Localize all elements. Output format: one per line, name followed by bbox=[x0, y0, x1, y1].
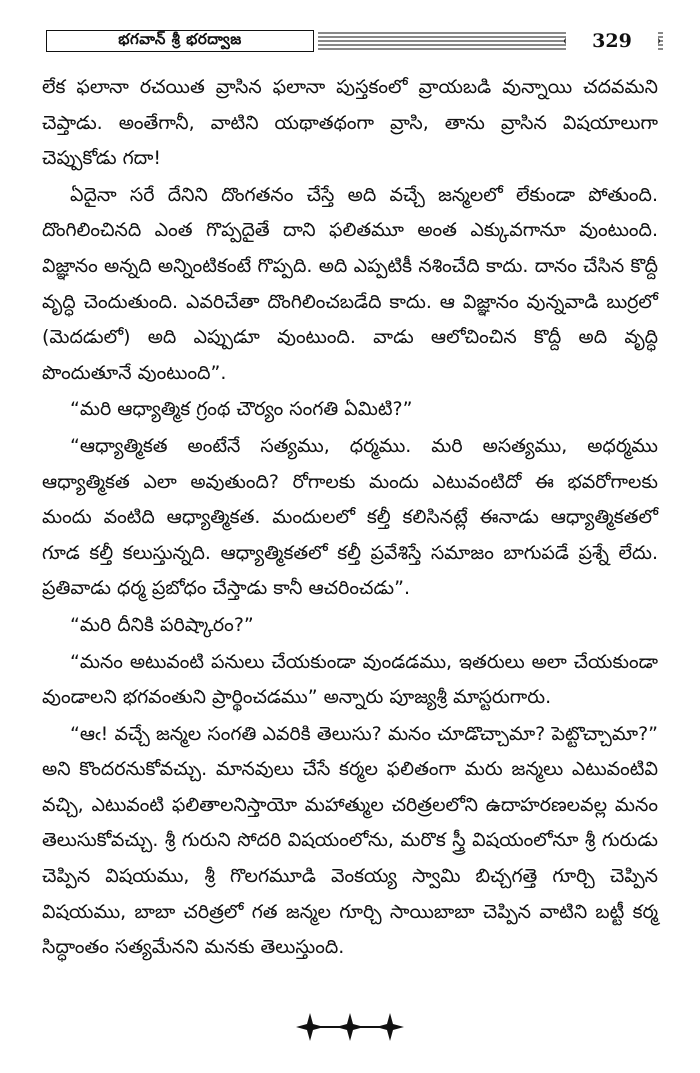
paragraph: ఏదైనా సరే దేనిని దొంగతనం చేస్తే అది వచ్చే జన్మలలో లేకుండా పోతుంది. దొంగిలించినది ఎంత గొప్పదైతే దాని ఫలితమూ అంత ఎక్కువగానూ వుంటుంది. విజ్ఞానం అన్నది అన్నింటికంటే గొప్పది. అది ఎప్పటికీ నశించేది కాదు. దానం చేసిన కొద్దీ వృద్ధి చెందుతుంది. ఎవరిచేతా దొంగిలించబడేది కాదు. ఆ విజ్ఞానం వున్నవాడి బుర్రలో (మెదడులో) అది ఎప్పుడూ వుంటుంది. వాడు ఆలోచించిన కొద్దీ అది వృద్ధి పొందుతూనే వుంటుంది”. bbox=[42, 183, 658, 384]
running-header bbox=[46, 30, 670, 54]
paragraph: “ఆఁ! వచ్చే జన్మల సంగతి ఎవరికి తెలుసు? మనం చూడొచ్చామా? పెట్టొచ్చామా?” అని కొందరనుకోవచ్చు. మానవులు చేసే కర్మల ఫలితంగా మరు జన్మలు ఎటువంటివి వచ్చి, ఎటువంటి ఫలితాలనిస్తాయో మహాత్ముల చరిత్రలలోని ఉదాహరణలవల్ల మనం తెలుసుకోవచ్చు. శ్రీ గురుని సోదరి విషయంలోను, మరొక స్త్రీ విషయంలోనూ శ్రీ గురుడు చెప్పిన విషయము, శ్రీ గొలగమూడి వెంకయ్య స్వామి బిచ్చగత్తె గూర్చి చెప్పిన విషయము, బాబా చరిత్రలో గత జన్మల గూర్చి సాయిబాబా చెప్పిన వాటిని బట్టీ కర్మ సిద్ధాంతం సత్యమేనని మనకు తెలుస్తుంది. bbox=[42, 722, 658, 959]
page-body bbox=[42, 70, 658, 966]
four-point-star-ornament-icon bbox=[290, 1010, 410, 1044]
paragraph: “మరి ఆధ్యాత్మిక గ్రంథ చౌర్యం సంగతి ఏమిటి?” bbox=[70, 398, 413, 421]
paragraph: “మరి దీనికి పరిష్కారం?” bbox=[70, 613, 254, 636]
book-title: భగవాన్ శ్రీ భరద్వాజ bbox=[46, 30, 314, 52]
paragraph: లేక ఫలానా రచయిత వ్రాసిన ఫలానా పుస్తకంలో వ్రాయబడి వున్నాయి చదవమని చెప్తాడు. అంతేగానీ, వాటిని యథాతథంగా వ్రాసి, తాను వ్రాసిన విషయాలుగా చెప్పుకోడు గదా! bbox=[42, 76, 658, 170]
page-number: 329 bbox=[566, 30, 658, 52]
paragraph: “ఆధ్యాత్మికత అంటేనే సత్యము, ధర్మము. మరి అసత్యము, అధర్మము ఆధ్యాత్మికత ఎలా అవుతుంది? రోగాలకు మందు ఎటువంటిదో ఈ భవరోగాలకు మందు వంటిది ఆధ్యాత్మికత. మందులలో కల్తీ కలిసినట్లే ఈనాడు ఆధ్యాత్మికతలో గూడ కల్తీ కలుస్తున్నది. ఆధ్యాత్మికతలో కల్తీ ప్రవేశిస్తే సమాజం బాగుపడే ప్రశ్నే లేదు. ప్రతివాడు ధర్మ ప్రబోధం చేస్తాడు కానీ ఆచరించడు”. bbox=[42, 434, 658, 600]
paragraph: “మనం అటువంటి పనులు చేయకుండా వుండడము, ఇతరులు అలా చేయకుండా వుండాలని భగవంతుని ప్రార్థించడము” అన్నారు పూజ్యశ్రీ మాస్టరుగారు. bbox=[42, 650, 658, 709]
